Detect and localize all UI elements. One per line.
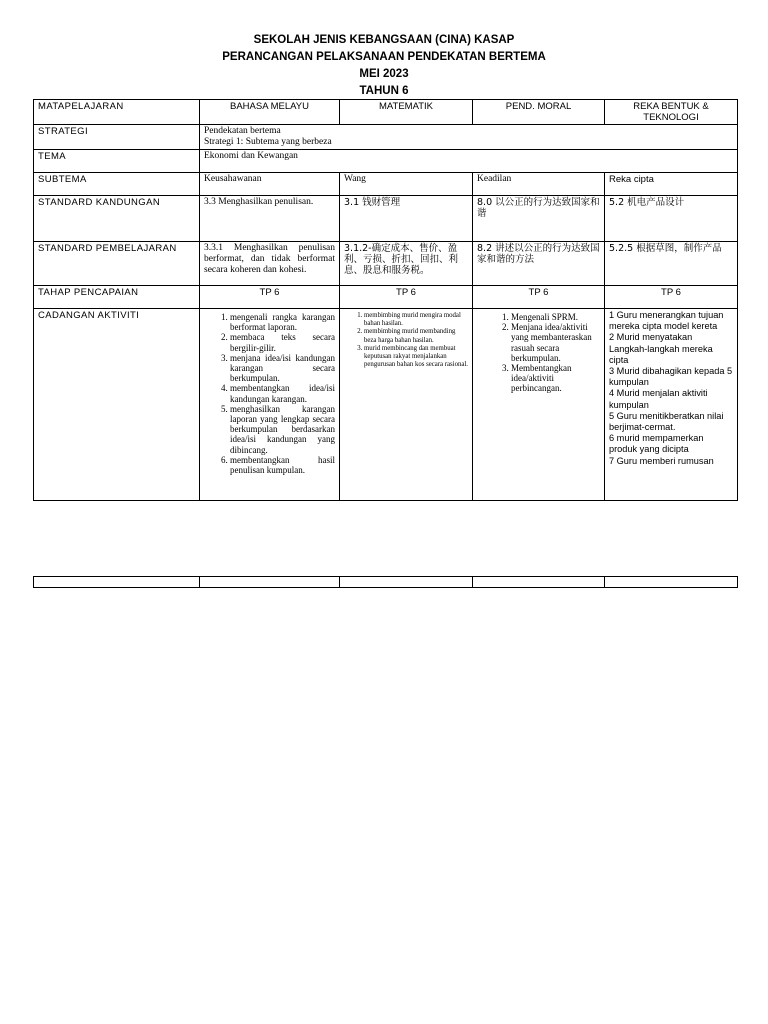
sk-mt: 3.1 钱财管理 <box>340 196 473 242</box>
strategi-line-2: Strategi 1: Subtema yang berbeza <box>204 137 332 147</box>
strategi-value <box>200 125 738 150</box>
sp-mt: 3.1.2-确定成本、售价、盈利、亏损、折扣、回扣、利息、股息和服务税。 <box>340 242 473 286</box>
aktiviti-rbt <box>605 309 738 501</box>
list-item: 5 Guru menitikberatkan nilai berjimat-cermat. <box>609 410 724 433</box>
table-row-header <box>34 100 738 125</box>
list-item: 6. membentangkan hasil penulisan kumpulan. <box>230 455 335 475</box>
list-item: 4. membentangkan idea/isi kandungan karangan. <box>230 383 335 403</box>
row-label-tahap-pencapaian: TAHAP PENCAPAIAN <box>34 286 200 309</box>
table-row-subtema <box>34 173 738 196</box>
tp-rbt: TP 6 <box>605 286 738 309</box>
tp-moral: TP 6 <box>473 286 605 309</box>
row-label-standard-kandungan: STANDARD KANDUNGAN <box>34 196 200 242</box>
col-header-moral: PEND. MORAL <box>473 100 605 125</box>
sp-rbt: 5.2.5 根据草图，制作产品 <box>605 242 738 286</box>
school-name: SEKOLAH JENIS KEBANGSAAN (CINA) KASAP <box>253 34 515 46</box>
aktiviti-moral-list <box>477 312 600 394</box>
row-label-tema: TEMA <box>34 150 200 173</box>
table-row-cadangan-aktiviti <box>34 309 738 501</box>
list-item: 6 murid mempamerkan produk yang dicipta <box>609 433 704 455</box>
document-header <box>0 32 768 100</box>
aktiviti-bm-list <box>204 312 335 475</box>
subtema-bm: Keusahawanan <box>200 173 340 196</box>
sk-bm: 3.3 Menghasilkan penulisan. <box>200 196 340 242</box>
list-item: 1. membimbing murid mengira modal bahan hasilan. <box>364 312 468 328</box>
list-item: 4 Murid menjalan aktiviti kumpulan <box>609 388 708 410</box>
list-item: 1 Guru menerangkan tujuan mereka cipta model kereta <box>609 310 724 332</box>
strategi-line-1: Pendekatan bertema <box>204 126 281 136</box>
tema-value: Ekonomi dan Kewangan <box>200 150 738 173</box>
aktiviti-mt-list <box>344 312 468 369</box>
list-item: 1. Mengenali SPRM. <box>511 312 600 322</box>
tp-mt: TP 6 <box>340 286 473 309</box>
sk-rbt: 5.2 机电产品设计 <box>605 196 738 242</box>
list-item: 1. mengenali rangka karangan berformat laporan. <box>230 312 335 332</box>
sp-bm: 3.3.1 Menghasilkan penulisan berformat, dan tidak berformat secara koheren dan kohesi. <box>200 242 340 286</box>
document-title: PERANCANGAN PELAKSANAAN PENDEKATAN BERTEMA <box>222 51 546 63</box>
list-item: 3. menjana idea/isi kandungan karangan secara berkumpulan. <box>230 353 335 384</box>
list-item: 3 Murid dibahagikan kepada 5 kumpulan <box>609 366 733 388</box>
row-label-standard-pembelajaran: STANDARD PEMBELAJARAN <box>34 242 200 286</box>
table-row-strategi <box>34 125 738 150</box>
list-item: 3. Membentangkan idea/aktiviti perbincangan. <box>511 363 600 394</box>
row-label-strategi: STRATEGI <box>34 125 200 150</box>
subtema-moral: Keadilan <box>473 173 605 196</box>
list-item: 2 Murid menyatakan Langkah-langkah mereka cipta <box>609 332 713 365</box>
col-header-bm: BAHASA MELAYU <box>200 100 340 125</box>
col-header-matapelajaran: MATAPELAJARAN <box>34 100 200 125</box>
row-label-subtema: SUBTEMA <box>34 173 200 196</box>
row-label-cadangan-aktiviti: CADANGAN AKTIVITI <box>34 309 200 501</box>
table-row-standard-pembelajaran <box>34 242 738 286</box>
table-row <box>34 577 738 588</box>
aktiviti-bm <box>200 309 340 501</box>
list-item: 2. membimbing murid membanding beza harga bahan hasilan. <box>364 328 468 344</box>
list-item: 7 Guru memberi rumusan <box>609 455 714 466</box>
col-header-mt: MATEMATIK <box>340 100 473 125</box>
list-item: 3. murid membincang dan membuat keputusan rakyat menjalankan pengurusan bahan kos secara rasional. <box>364 345 468 370</box>
month-label: MEI 2023 <box>359 68 409 80</box>
year-label: TAHUN 6 <box>359 85 409 97</box>
list-item: 5. menghasilkan karangan laporan yang lengkap secara berkumpulan berdasarkan idea/isi kandungan yang dibincang. <box>230 404 335 455</box>
sk-moral: 8.0 以公正的行为达致国家和谐 <box>473 196 605 242</box>
subtema-mt: Wang <box>340 173 473 196</box>
list-item: 2. membaca teks secara bergilir-gilir. <box>230 332 335 352</box>
table-row-tema <box>34 150 738 173</box>
list-item: 2. Menjana idea/aktiviti yang membanteraskan rasuah secara berkumpulan. <box>511 322 600 363</box>
sp-moral: 8.2 讲述以公正的行为达致国家和谐的方法 <box>473 242 605 286</box>
empty-table-row <box>33 576 738 588</box>
subtema-rbt: Reka cipta <box>605 173 738 196</box>
aktiviti-moral <box>473 309 605 501</box>
empty-cell <box>473 577 605 588</box>
empty-cell <box>605 577 738 588</box>
empty-cell <box>200 577 340 588</box>
tp-bm: TP 6 <box>200 286 340 309</box>
empty-cell <box>34 577 200 588</box>
table-row-tahap-pencapaian <box>34 286 738 309</box>
planning-table <box>33 99 738 501</box>
col-header-rbt: REKA BENTUK & TEKNOLOGI <box>605 100 738 125</box>
aktiviti-mt <box>340 309 473 501</box>
table-row-standard-kandungan <box>34 196 738 242</box>
empty-cell <box>340 577 473 588</box>
